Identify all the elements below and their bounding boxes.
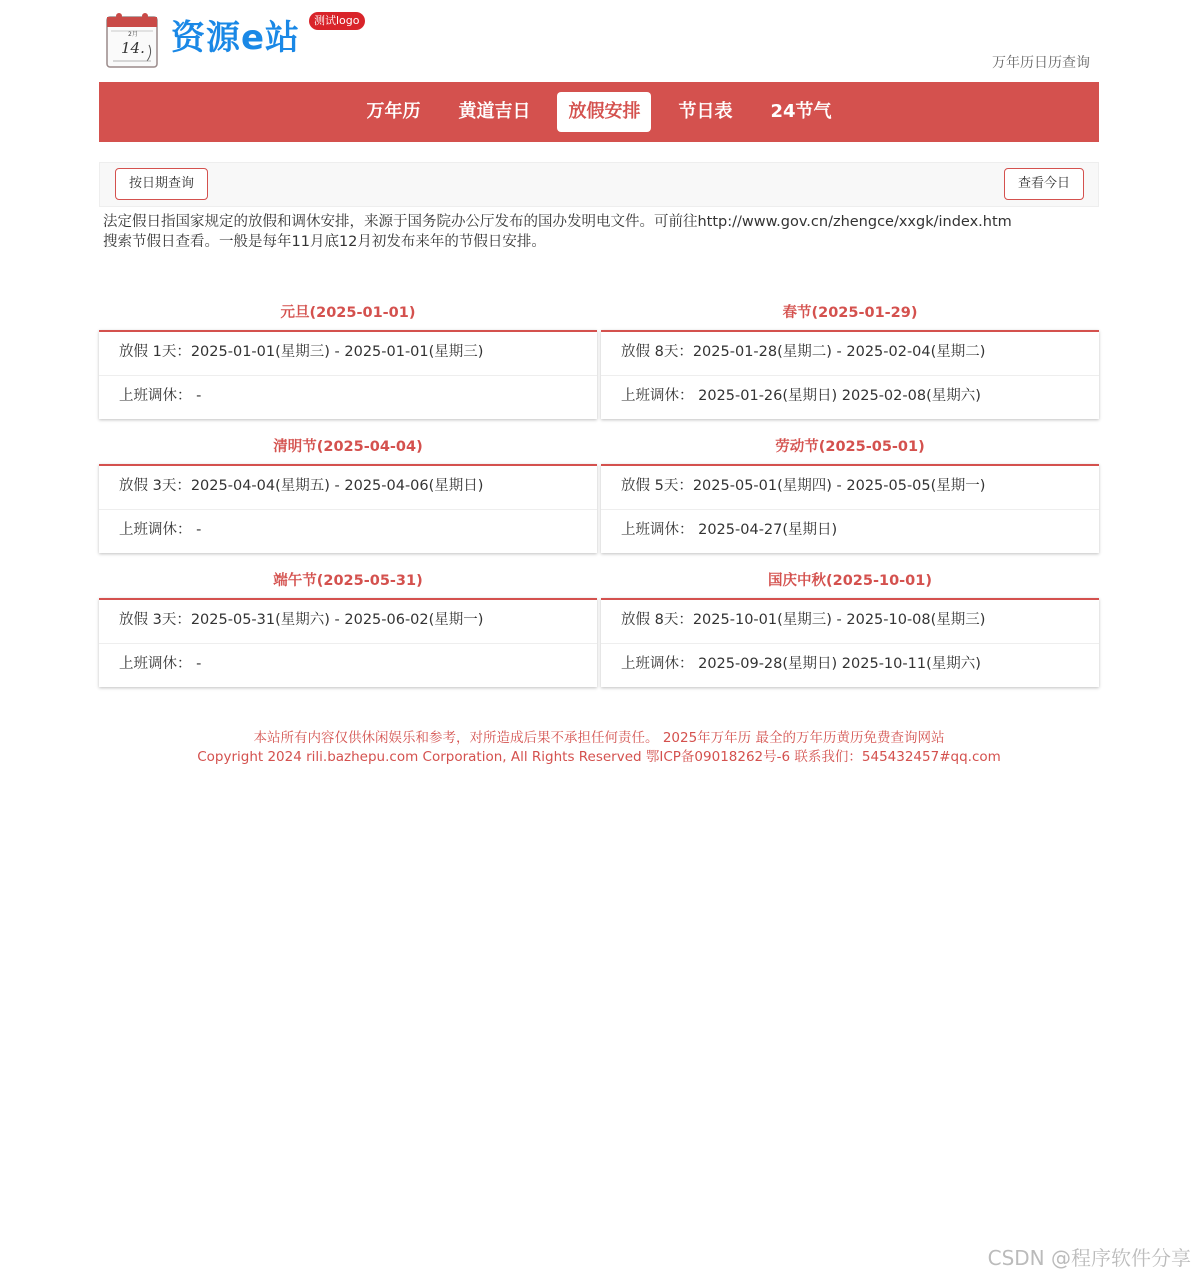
holiday-vacation: 放假 8天：2025-01-28(星期二) - 2025-02-04(星期二)	[621, 344, 986, 360]
nav-item-auspicious-days[interactable]: 黄道吉日	[458, 101, 531, 122]
holiday-workdays: 上班调休： 2025-01-26(星期日) 2025-02-08(星期六)	[601, 375, 1099, 419]
site-logo-text[interactable]: 资源e站	[171, 18, 301, 58]
holiday-vacation: 放假 8天：2025-10-01(星期三) - 2025-10-08(星期三)	[621, 612, 986, 628]
holiday-item	[99, 430, 597, 553]
intro-line-2: 搜索节假日查看。一般是每年11月底12月初发布来年的节假日安排。	[103, 234, 546, 250]
holiday-card	[99, 330, 597, 419]
holiday-card	[99, 464, 597, 553]
nav-item-festival-table[interactable]: 节日表	[678, 101, 733, 122]
holiday-vacation: 放假 3天：2025-04-04(星期五) - 2025-04-06(星期日)	[119, 478, 484, 494]
holiday-workdays: 上班调休： 2025-04-27(星期日)	[601, 509, 1099, 553]
holiday-vacation: 放假 3天：2025-05-31(星期六) - 2025-06-02(星期一)	[119, 612, 484, 628]
holiday-title: 端午节(2025-05-31)	[273, 573, 423, 589]
holiday-title: 元旦(2025-01-01)	[280, 305, 416, 321]
calendar-day: 14.	[121, 39, 145, 57]
intro-line-1: 法定假日指国家规定的放假和调休安排，来源于国务院办公厅发布的国办发明电文件。可前往http://www.gov.cn/zhengce/xxgk/index.htm	[103, 214, 1012, 230]
view-today-button[interactable]: 查看今日	[1004, 168, 1084, 200]
holiday-card	[601, 330, 1099, 419]
logo-badge: 测试logo	[309, 12, 365, 30]
holiday-item	[99, 296, 597, 419]
holiday-title: 清明节(2025-04-04)	[273, 439, 423, 455]
holiday-grid	[99, 296, 1099, 687]
holiday-item	[99, 564, 597, 687]
holiday-workdays: 上班调休： 2025-09-28(星期日) 2025-10-11(星期六)	[601, 643, 1099, 687]
holiday-item	[601, 564, 1099, 687]
holiday-workdays: 上班调休： -	[99, 509, 597, 553]
holiday-vacation: 放假 1天：2025-01-01(星期三) - 2025-01-01(星期三)	[119, 344, 484, 360]
nav-item-solar-terms[interactable]: 24节气	[770, 101, 832, 122]
date-query-button[interactable]: 按日期查询	[115, 168, 208, 200]
intro-text	[103, 212, 1093, 252]
holiday-vacation: 放假 5天：2025-05-01(星期四) - 2025-05-05(星期一)	[621, 478, 986, 494]
nav-item-holiday-schedule[interactable]: 放假安排	[557, 92, 651, 132]
holiday-item	[601, 296, 1099, 419]
nav-item-calendar[interactable]: 万年历	[366, 101, 421, 122]
holiday-card	[601, 598, 1099, 687]
csdn-watermark: CSDN @程序软件分享	[987, 1246, 1191, 1270]
footer-disclaimer: 本站所有内容仅供休闲娱乐和参考，对所造成后果不承担任何责任。 2025年万年历 最全的万年历黄历免费查询网站	[253, 730, 945, 746]
holiday-title: 国庆中秋(2025-10-01)	[767, 573, 932, 589]
holiday-card	[601, 464, 1099, 553]
calendar-logo-icon[interactable]	[105, 11, 159, 69]
holiday-card	[99, 598, 597, 687]
holiday-title: 劳动节(2025-05-01)	[775, 439, 925, 455]
holiday-title: 春节(2025-01-29)	[782, 305, 918, 321]
holiday-item	[601, 430, 1099, 553]
site-footer	[99, 729, 1099, 767]
holiday-workdays: 上班调休： -	[99, 643, 597, 687]
footer-copyright: Copyright 2024 rili.bazhepu.com Corporation, All Rights Reserved 鄂ICP备09018262号-6 联系我们：545432457#qq.com	[197, 749, 1001, 765]
calendar-month: 2月	[128, 31, 138, 38]
toolbar	[99, 162, 1099, 207]
main-nav	[99, 82, 1099, 142]
header-subtitle: 万年历日历查询	[992, 54, 1090, 70]
holiday-workdays: 上班调休： -	[99, 375, 597, 419]
site-header	[99, 0, 1099, 82]
